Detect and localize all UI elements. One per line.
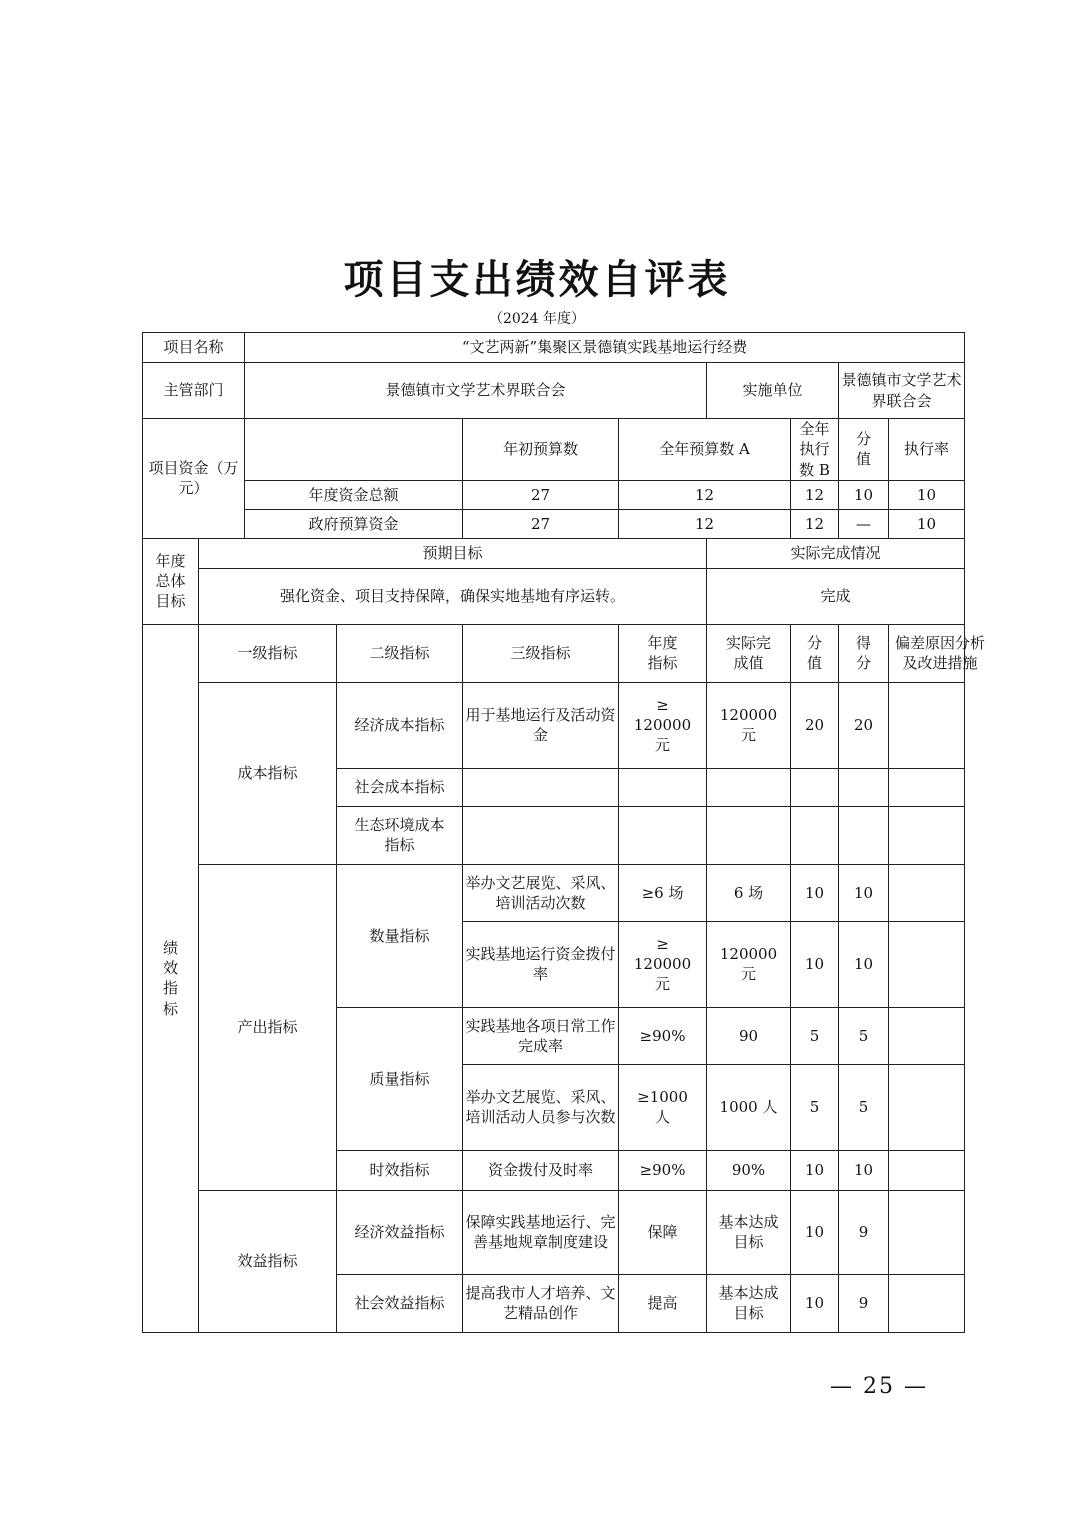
l2-label: 社会成本指标 — [337, 768, 463, 806]
target-value — [619, 768, 707, 806]
goals-label: 年度总体目标 — [143, 538, 199, 624]
page-title: 项目支出绩效自评表 — [343, 257, 731, 303]
cost-label: 成本指标 — [199, 682, 337, 864]
header-reason: 偏差原因分析及改进措施 — [889, 624, 965, 682]
l2-label: 社会效益指标 — [337, 1274, 463, 1332]
score-value — [791, 806, 839, 864]
goals-expected: 强化资金、项目支持保障，确保实地基地有序运转。 — [199, 568, 707, 624]
score: 9 — [839, 1190, 889, 1274]
score: 10 — [839, 1150, 889, 1190]
quantity-label: 数量指标 — [337, 864, 463, 1007]
actual-value: 基本达成目标 — [707, 1274, 791, 1332]
indicators-header-row — [143, 624, 965, 682]
l3-label — [463, 768, 619, 806]
actual-value: 6 场 — [707, 864, 791, 921]
reason — [889, 768, 965, 806]
score — [839, 768, 889, 806]
l3-label: 举办文艺展览、采风、培训活动次数 — [463, 864, 619, 921]
reason — [889, 1190, 965, 1274]
indicators-label: 绩效指标 — [143, 624, 199, 1332]
l2-label: 经济效益指标 — [337, 1190, 463, 1274]
actual-value: 120000 元 — [707, 921, 791, 1007]
performance-table — [142, 332, 986, 1333]
reason — [889, 921, 965, 1007]
score-value: 10 — [791, 921, 839, 1007]
header-l2: 二级指标 — [337, 624, 463, 682]
l3-label — [463, 806, 619, 864]
indicator-row — [143, 682, 965, 768]
header-score: 得分 — [839, 624, 889, 682]
header-l1: 一级指标 — [199, 624, 337, 682]
funds-header-rate: 执行率 — [889, 419, 965, 481]
funds-score-value: 10 — [839, 480, 889, 509]
l2-label: 经济成本指标 — [337, 682, 463, 768]
funds-rate: 10 — [889, 509, 965, 538]
goals-actual: 完成 — [707, 568, 965, 624]
funds-row-gov — [143, 509, 965, 538]
reason — [889, 682, 965, 768]
actual-value: 90 — [707, 1007, 791, 1064]
score-value: 5 — [791, 1064, 839, 1150]
score — [839, 806, 889, 864]
l2-label: 生态环境成本指标 — [337, 806, 463, 864]
indicator-row — [143, 864, 965, 921]
impl-label: 实施单位 — [707, 363, 839, 419]
target-value: 保障 — [619, 1190, 707, 1274]
actual-value: 120000 元 — [707, 682, 791, 768]
year-subtitle: （2024 年度） — [488, 311, 586, 327]
score-value: 10 — [791, 864, 839, 921]
target-value: ≥90% — [619, 1150, 707, 1190]
score-value: 10 — [791, 1150, 839, 1190]
indicator-row — [143, 1190, 965, 1274]
funds-row-label: 政府预算资金 — [245, 509, 463, 538]
reason — [889, 1007, 965, 1064]
target-value: ≥90% — [619, 1007, 707, 1064]
l3-label: 提高我市人才培养、文艺精品创作 — [463, 1274, 619, 1332]
header-actual: 实际完成值 — [707, 624, 791, 682]
score: 10 — [839, 921, 889, 1007]
reason — [889, 1150, 965, 1190]
score: 5 — [839, 1007, 889, 1064]
page-number: — 25 — — [830, 1374, 928, 1399]
l3-label: 实践基地运行资金拨付率 — [463, 921, 619, 1007]
benefit-label: 效益指标 — [199, 1190, 337, 1332]
funds-executed: 12 — [791, 509, 839, 538]
target-value: ≥6 场 — [619, 864, 707, 921]
reason — [889, 864, 965, 921]
funds-score-value: — — [839, 509, 889, 538]
target-value: ≥ 120000 元 — [619, 921, 707, 1007]
actual-value: 90% — [707, 1150, 791, 1190]
impl-value: 景德镇市文学艺术界联合会 — [839, 363, 965, 419]
project-name-row — [143, 333, 965, 363]
funds-annual: 12 — [619, 480, 791, 509]
score: 10 — [839, 864, 889, 921]
reason — [889, 806, 965, 864]
score-value: 5 — [791, 1007, 839, 1064]
funds-header-executed: 全年执行数 B — [791, 419, 839, 481]
l3-label: 资金拨付及时率 — [463, 1150, 619, 1190]
goals-actual-header: 实际完成情况 — [707, 538, 965, 568]
output-label: 产出指标 — [199, 864, 337, 1190]
score-value: 20 — [791, 682, 839, 768]
header-value: 分值 — [791, 624, 839, 682]
l3-label: 用于基地运行及活动资金 — [463, 682, 619, 768]
target-value: ≥ 120000 元 — [619, 682, 707, 768]
actual-value — [707, 768, 791, 806]
l3-label: 实践基地各项日常工作完成率 — [463, 1007, 619, 1064]
funds-initial: 27 — [463, 509, 619, 538]
target-value: ≥1000 人 — [619, 1064, 707, 1150]
quality-label: 质量指标 — [337, 1007, 463, 1150]
funds-initial: 27 — [463, 480, 619, 509]
target-value — [619, 806, 707, 864]
reason — [889, 1064, 965, 1150]
reason — [889, 1274, 965, 1332]
l3-label: 保障实践基地运行、完善基地规章制度建设 — [463, 1190, 619, 1274]
funds-annual: 12 — [619, 509, 791, 538]
funds-header-blank — [245, 419, 463, 481]
score: 5 — [839, 1064, 889, 1150]
l3-label: 举办文艺展览、采风、培训活动人员参与次数 — [463, 1064, 619, 1150]
header-target: 年度指标 — [619, 624, 707, 682]
dept-value: 景德镇市文学艺术界联合会 — [245, 363, 707, 419]
department-row — [143, 363, 965, 419]
score-value: 10 — [791, 1190, 839, 1274]
header-l3: 三级指标 — [463, 624, 619, 682]
funds-rate: 10 — [889, 480, 965, 509]
goals-header-row — [143, 538, 965, 568]
score: 20 — [839, 682, 889, 768]
score-value: 10 — [791, 1274, 839, 1332]
actual-value: 基本达成目标 — [707, 1190, 791, 1274]
actual-value: 1000 人 — [707, 1064, 791, 1150]
actual-value — [707, 806, 791, 864]
project-name-label: 项目名称 — [143, 333, 245, 363]
funds-row-label: 年度资金总额 — [245, 480, 463, 509]
timeliness-label: 时效指标 — [337, 1150, 463, 1190]
funds-header-annual: 全年预算数 A — [619, 419, 791, 481]
funds-header-initial: 年初预算数 — [463, 419, 619, 481]
project-name-value: “文艺两新”集聚区景德镇实践基地运行经费 — [245, 333, 965, 363]
funds-row-total — [143, 480, 965, 509]
target-value: 提高 — [619, 1274, 707, 1332]
funds-header-row — [143, 419, 965, 481]
goals-content-row — [143, 568, 965, 624]
funds-executed: 12 — [791, 480, 839, 509]
score: 9 — [839, 1274, 889, 1332]
score-value — [791, 768, 839, 806]
funds-header-score-value: 分值 — [839, 419, 889, 481]
goals-expected-header: 预期目标 — [199, 538, 707, 568]
funds-label: 项目资金（万元） — [143, 419, 245, 539]
dept-label: 主管部门 — [143, 363, 245, 419]
